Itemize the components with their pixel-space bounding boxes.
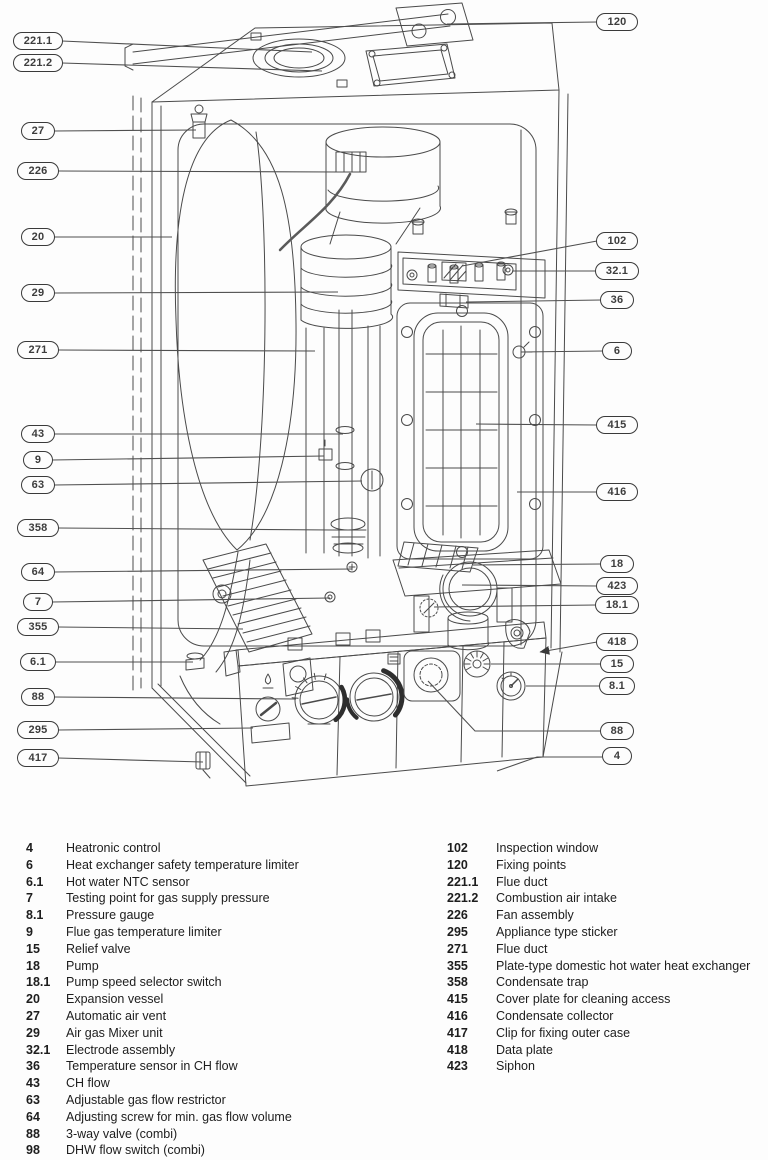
callout-8.1-30: 8.1: [599, 677, 635, 695]
leader-line-4-32: [497, 757, 602, 771]
legend-part-label: Flue duct: [496, 874, 548, 889]
callout-88-15: 88: [21, 688, 55, 706]
legend-part-label: Condensate collector: [496, 1008, 614, 1023]
legend-part-label: Pump speed selector switch: [66, 975, 222, 990]
callout-417-17: 417: [17, 749, 59, 767]
legend-part-label: Heatronic control: [66, 841, 161, 855]
legend-row-271: [447, 941, 767, 958]
legend-part-number: 418: [447, 1042, 468, 1057]
callout-20-4: 20: [21, 228, 55, 246]
leader-line-88-31: [428, 681, 600, 731]
legend-part-label: Automatic air vent: [66, 1008, 167, 1023]
callout-226-3: 226: [17, 162, 59, 180]
legend-part-number: 221.1: [447, 874, 479, 889]
legend-row-43: [26, 1075, 426, 1092]
callout-43-7: 43: [21, 425, 55, 443]
legend-row-18: [26, 958, 426, 975]
leader-line-295-16: [58, 728, 253, 730]
legend-part-number: 7: [26, 891, 33, 906]
leader-line-221.2-1: [62, 63, 322, 71]
legend-part-number: 4: [26, 841, 33, 855]
leader-line-36-21: [466, 300, 601, 302]
legend-row-7: [26, 890, 426, 907]
legend-part-number: 358: [447, 975, 468, 990]
legend-part-number: 27: [26, 1008, 40, 1023]
leader-line-417-17: [58, 758, 203, 762]
legend-part-label: Cover plate for cleaning access: [496, 992, 671, 1007]
legend-part-number: 43: [26, 1076, 40, 1091]
leader-line-221.1-0: [62, 41, 312, 52]
callout-418-28: 418: [596, 633, 638, 651]
legend-part-label: Electrode assembly: [66, 1042, 176, 1057]
legend-part-number: 88: [26, 1126, 40, 1141]
leader-line-415-23: [476, 424, 597, 425]
legend-row-20: [26, 991, 426, 1008]
legend-part-number: 416: [447, 1008, 468, 1023]
legend-part-number: 98: [26, 1143, 40, 1158]
legend-part-number: 15: [26, 941, 40, 956]
legend-row-27: [26, 1008, 426, 1025]
legend-row-18.1: [26, 974, 426, 991]
legend-part-label: Pressure gauge: [66, 908, 155, 923]
callout-416-24: 416: [596, 483, 638, 501]
legend-row-295: [447, 924, 767, 941]
legend-part-label: Air gas Mixer unit: [66, 1025, 163, 1040]
legend-row-415: [447, 991, 767, 1008]
callout-4-32: 4: [602, 747, 632, 765]
legend-part-number: 226: [447, 908, 468, 923]
legend-part-number: 120: [447, 857, 468, 872]
legend-part-number: 8.1: [26, 908, 44, 923]
callout-36-21: 36: [600, 291, 634, 309]
callout-221.1-0: 221.1: [13, 32, 63, 50]
legend-row-98: [26, 1142, 426, 1159]
legend-row-221.2: [447, 890, 767, 907]
legend-row-102: [447, 840, 767, 857]
leader-line-418-28: [540, 642, 597, 652]
legend-part-number: 6.1: [26, 874, 44, 889]
legend-row-15: [26, 941, 426, 958]
legend-row-358: [447, 974, 767, 991]
callout-29-5: 29: [21, 284, 55, 302]
leader-line-358-10: [58, 528, 333, 530]
legend-part-label: Flue duct: [496, 941, 548, 956]
legend-row-6: [26, 857, 426, 874]
callout-18.1-27: 18.1: [595, 596, 639, 614]
legend-part-number: 32.1: [26, 1042, 51, 1057]
callout-221.2-1: 221.2: [13, 54, 63, 72]
legend-row-423: [447, 1058, 767, 1075]
legend-part-label: Relief valve: [66, 941, 131, 956]
legend-row-120: [447, 857, 767, 874]
legend-row-63: [26, 1092, 426, 1109]
leader-line-9-8: [52, 456, 324, 460]
legend-part-number: 9: [26, 924, 33, 939]
legend-part-number: 18: [26, 958, 40, 973]
legend-column-right: [447, 840, 767, 1075]
legend-part-label: 3-way valve (combi): [66, 1126, 178, 1141]
leader-line-355-13: [58, 627, 243, 629]
callout-271-6: 271: [17, 341, 59, 359]
legend-part-label: Testing point for gas supply pressure: [66, 891, 270, 906]
legend-part-number: 29: [26, 1025, 40, 1040]
legend-column-left: [26, 840, 426, 1159]
legend-part-number: 6: [26, 857, 33, 872]
legend-row-88: [26, 1126, 426, 1143]
legend-part-label: Combustion air intake: [496, 891, 617, 906]
callout-295-16: 295: [17, 721, 59, 739]
legend-part-label: Pump: [66, 958, 99, 973]
callout-6.1-14: 6.1: [20, 653, 56, 671]
legend-part-number: 415: [447, 992, 468, 1007]
legend-row-64: [26, 1109, 426, 1126]
callout-88-31: 88: [600, 722, 634, 740]
callout-64-11: 64: [21, 563, 55, 581]
legend-part-number: 102: [447, 841, 468, 855]
legend-part-label: Inspection window: [496, 841, 599, 855]
callout-27-2: 27: [21, 122, 55, 140]
callout-358-10: 358: [17, 519, 59, 537]
legend-part-label: Clip for fixing outer case: [496, 1025, 631, 1040]
legend-row-9: [26, 924, 426, 941]
legend-part-label: Flue gas temperature limiter: [66, 924, 222, 939]
legend-part-number: 355: [447, 958, 468, 973]
callout-120-18: 120: [596, 13, 638, 31]
legend-row-4: [26, 840, 426, 857]
legend-part-number: 417: [447, 1025, 468, 1040]
legend-part-number: 423: [447, 1059, 468, 1074]
legend-part-number: 36: [26, 1059, 40, 1074]
callout-355-13: 355: [17, 618, 59, 636]
legend-part-label: Fan assembly: [496, 908, 574, 923]
legend-part-label: Fixing points: [496, 857, 567, 872]
legend-part-number: 64: [26, 1109, 40, 1124]
leader-line-18.1-27: [434, 605, 596, 607]
legend-part-number: 271: [447, 941, 468, 956]
legend-part-label: Expansion vessel: [66, 992, 164, 1007]
legend-row-226: [447, 907, 767, 924]
legend-row-36: [26, 1058, 426, 1075]
legend-part-number: 18.1: [26, 975, 51, 990]
legend-row-8.1: [26, 907, 426, 924]
leader-line-7-12: [52, 598, 330, 602]
legend-part-label: CH flow: [66, 1076, 110, 1091]
legend-row-32.1: [26, 1042, 426, 1059]
callout-423-26: 423: [596, 577, 638, 595]
leader-line-88-15: [54, 697, 296, 699]
legend-part-label: Adjusting screw for min. gas flow volume: [66, 1109, 292, 1124]
legend-part-label: Appliance type sticker: [496, 924, 618, 939]
legend-part-number: 295: [447, 924, 468, 939]
callout-32.1-20: 32.1: [595, 262, 639, 280]
legend-part-number: 221.2: [447, 891, 479, 906]
leader-line-423-26: [462, 585, 597, 586]
callout-63-9: 63: [21, 476, 55, 494]
leader-line-120-18: [447, 22, 597, 24]
legend-row-417: [447, 1025, 767, 1042]
leader-line-102-19: [462, 241, 597, 266]
legend-row-418: [447, 1042, 767, 1059]
legend-row-355: [447, 958, 767, 975]
legend-part-label: Plate-type domestic hot water heat exchanger: [496, 958, 751, 973]
legend-part-label: Condensate trap: [496, 975, 589, 990]
legend-part-label: Data plate: [496, 1042, 553, 1057]
callout-18-25: 18: [600, 555, 634, 573]
leader-line-29-5: [54, 292, 338, 293]
callout-7-12: 7: [23, 593, 53, 611]
legend-part-label: Heat exchanger safety temperature limiter: [66, 857, 299, 872]
callout-415-23: 415: [596, 416, 638, 434]
leader-line-63-9: [54, 481, 362, 485]
legend-row-6.1: [26, 874, 426, 891]
legend-row-221.1: [447, 874, 767, 891]
leader-line-27-2: [54, 130, 196, 131]
legend-row-416: [447, 1008, 767, 1025]
legend-part-number: 63: [26, 1092, 40, 1107]
leader-line-271-6: [58, 350, 315, 351]
leader-line-226-3: [58, 171, 340, 172]
callout-6-22: 6: [602, 342, 632, 360]
leader-line-18-25: [473, 564, 601, 565]
legend-part-label: Siphon: [496, 1059, 535, 1074]
legend-part-label: Adjustable gas flow restrictor: [66, 1092, 226, 1107]
legend-row-29: [26, 1025, 426, 1042]
leader-line-6-22: [521, 351, 603, 352]
callout-15-29: 15: [600, 655, 634, 673]
leader-line-64-11: [54, 569, 352, 572]
callout-102-19: 102: [596, 232, 638, 250]
callout-9-8: 9: [23, 451, 53, 469]
legend-part-label: DHW flow switch (combi): [66, 1143, 205, 1158]
legend-part-label: Hot water NTC sensor: [66, 874, 190, 889]
legend-part-label: Temperature sensor in CH flow: [66, 1059, 238, 1074]
legend-part-number: 20: [26, 992, 40, 1007]
